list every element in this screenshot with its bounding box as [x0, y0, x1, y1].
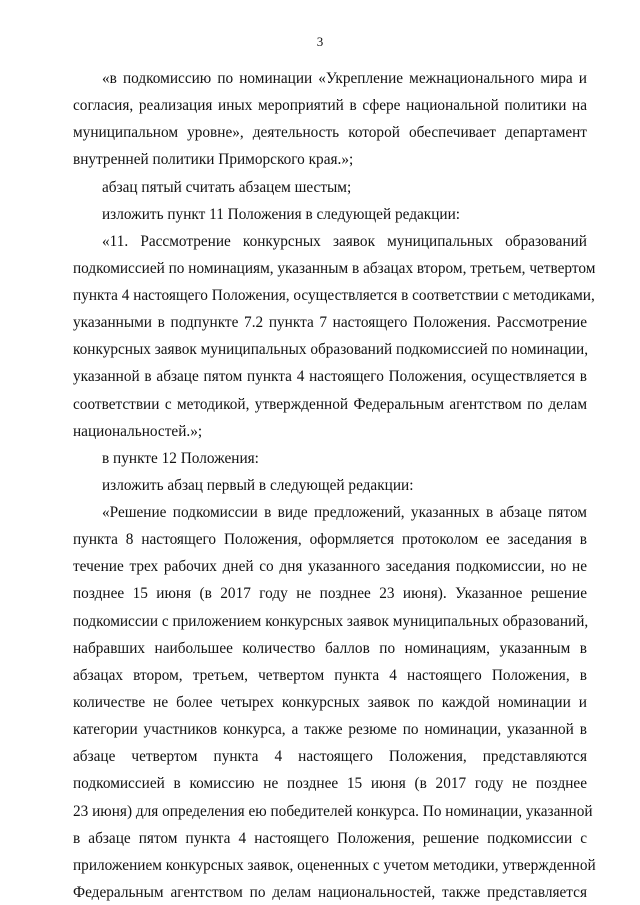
text-line: в абзаце пятом пункта 4 настоящего Положения, решение подкомиссии с: [73, 829, 587, 847]
text-line: подкомиссией по номинациям, указанным в абзацах втором, третьем, четвертом: [73, 259, 596, 277]
text-line: национальностей.»;: [73, 422, 203, 440]
text-line: соответствии с методикой, утвержденной Федеральным агентством по делам: [73, 395, 587, 413]
text-line: категории участников конкурса, а также резюме по номинации, указанной в: [73, 721, 587, 739]
text-line: абзац пятый считать абзацем шестым;: [102, 178, 352, 196]
text-line: «Решение подкомиссии в виде предложений, указанных в абзаце пятом: [102, 504, 587, 522]
page-number: 3: [316, 34, 324, 49]
text-line: 23 июня) для определения ею победителей конкурса. По номинации, указанной: [73, 802, 593, 820]
text-line: подкомиссией в комиссию не позднее 15 июня (в 2017 году не позднее: [73, 775, 587, 793]
text-line: в пункте 12 Положения:: [102, 449, 259, 467]
text-line: пункта 4 настоящего Положения, осуществляется в соответствии с методиками,: [73, 287, 595, 305]
text-line: Федеральным агентством по делам национальностей, также представляется: [73, 883, 587, 901]
text-line: подкомиссии с приложением конкурсных заявок муниципальных образований,: [73, 612, 589, 630]
text-line: указанной в абзаце пятом пункта 4 настоящего Положения, осуществляется в: [73, 368, 587, 386]
text-line: приложением конкурсных заявок, оцененных с учетом методики, утвержденной: [73, 856, 596, 874]
text-line: муниципальном уровне», деятельность которой обеспечивает департамент: [73, 124, 587, 142]
text-line: течение трех рабочих дней со дня указанного заседания подкомиссии, но не: [73, 558, 587, 576]
text-line: указанными в подпункте 7.2 пункта 7 настоящего Положения. Рассмотрение: [73, 314, 587, 332]
text-line: конкурсных заявок муниципальных образований подкомиссией по номинации,: [73, 341, 589, 359]
text-line: «в подкомиссию по номинации «Укрепление межнационального мира и: [102, 70, 587, 87]
text-line: набравших наибольшее количество баллов по номинациям, указанным в: [73, 639, 587, 657]
text-line: абзаце четвертом пункта 4 настоящего Положения, представляются: [73, 748, 587, 766]
text-line: изложить абзац первый в следующей редакции:: [102, 476, 414, 494]
text-line: изложить пункт 11 Положения в следующей редакции:: [102, 205, 461, 223]
text-line: «11. Рассмотрение конкурсных заявок муниципальных образований: [102, 232, 587, 250]
text-line: пункта 8 настоящего Положения, оформляется протоколом ее заседания в: [73, 531, 587, 549]
text-line: абзацах втором, третьем, четвертом пункта 4 настоящего Положения, в: [73, 666, 587, 684]
text-line: позднее 15 июня (в 2017 году не позднее 23 июня). Указанное решение: [73, 585, 587, 603]
text-line: количестве не более четырех конкурсных заявок по каждой номинации и: [73, 693, 587, 711]
text-line: согласия, реализация иных мероприятий в сфере национальной политики на: [73, 97, 587, 115]
text-line: внутренней политики Приморского края.»;: [73, 151, 354, 169]
